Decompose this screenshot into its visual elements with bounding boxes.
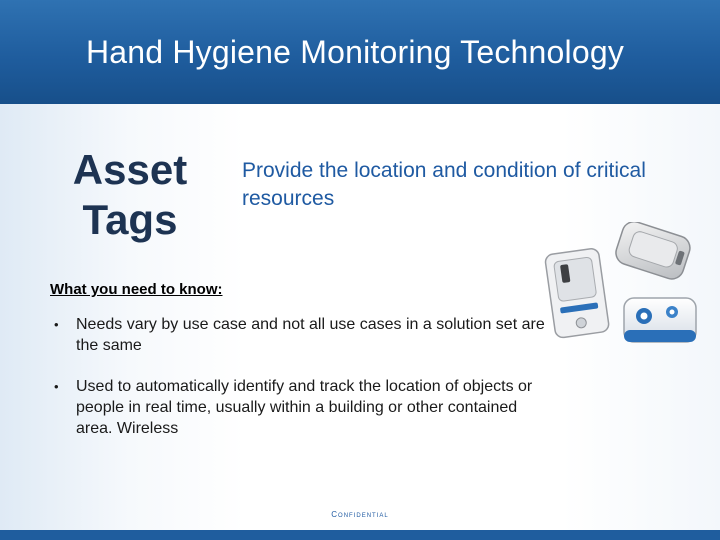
- asset-tags-heading: [50, 145, 210, 245]
- silver-tag-device: [613, 222, 693, 282]
- confidential-label: Confidential: [331, 510, 389, 519]
- section-label: What you need to know:: [50, 281, 223, 298]
- bullet-marker: •: [54, 379, 59, 394]
- blue-tag-device: [624, 298, 696, 342]
- bullet-item: [50, 376, 550, 439]
- heading-line-1: Asset: [72, 146, 188, 193]
- bullet-marker: •: [54, 317, 59, 332]
- bullet-item: [50, 314, 550, 356]
- slide-title: Hand Hygiene Monitoring Technology: [85, 34, 625, 70]
- bottom-bar: [0, 530, 720, 540]
- title-bar: [0, 0, 720, 104]
- bullet-text: Used to automatically identify and track the location of objects or people in real time, usually within a building or other contained area. Wireless: [76, 378, 533, 437]
- bullet-list: [50, 314, 550, 459]
- bullet-text: Needs vary by use case and not all use cases in a solution set are the same: [76, 316, 545, 354]
- badge-tag-device: [544, 248, 609, 339]
- heading-line-2: Tags: [82, 196, 178, 243]
- subtitle: Provide the location and condition of critical resources: [242, 159, 646, 210]
- asset-tag-devices-image: [540, 222, 710, 362]
